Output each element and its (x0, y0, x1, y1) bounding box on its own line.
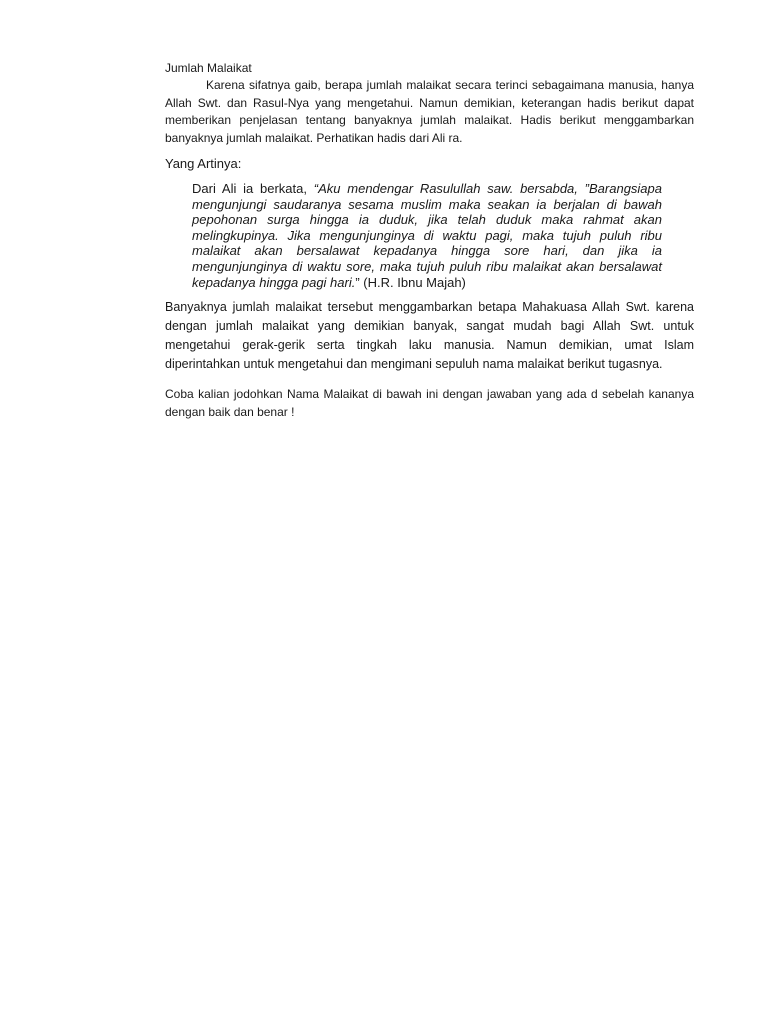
explanation-paragraph: Banyaknya jumlah malaikat tersebut menggambarkan betapa Mahakuasa Allah Swt. karena dengan jumlah malaikat yang demikian banyak, sangat mudah bagi Allah Swt. untuk mengetahui gerak-gerik serta tingkah laku manusia. Namun demikian, umat Islam diperintahkan untuk mengetahui dan mengimani sepuluh nama malaikat berikut tugasnya. (165, 300, 694, 372)
intro-paragraph: Karena sifatnya gaib, berapa jumlah malaikat secara terinci sebagaimana manusia, hanya Allah Swt. dan Rasul-Nya yang mengetahui. Namun demikian, keterangan hadis berikut dapat memberikan penjelasan tentang banyaknya jumlah malaikat. Hadis berikut menggambarkan banyaknya jumlah malaikat. Perhatikan hadis dari Ali ra. (165, 78, 694, 145)
hadith-source: ” (H.R. Ibnu Majah) (355, 274, 466, 290)
hadith-quote (192, 181, 662, 290)
artinya-label: Yang Artinya: (165, 156, 242, 171)
instruction-paragraph: Coba kalian jodohkan Nama Malaikat di bawah ini dengan jawaban yang ada d sebelah kananya dengan baik dan benar ! (165, 387, 694, 419)
section-heading: Jumlah Malaikat (165, 61, 252, 75)
hadith-lead: Dari Ali ia berkata, (192, 181, 314, 196)
document-page (165, 60, 694, 421)
hadith-text: “Aku mendengar Rasulullah saw. bersabda, ”Barangsiapa mengunjungi saudaranya sesama muslim maka seakan ia berjalan di bawah pepohonan surga hingga ia duduk, jika telah duduk maka rahmat akan melingkupinya. Jika mengunjunginya di waktu pagi, maka tujuh puluh ribu malaikat akan bersalawat kepadanya hingga sore hari, dan jika ia mengunjunginya di waktu sore, maka tujuh puluh ribu malaikat akan bersalawat kepadanya hingga pagi hari. (192, 181, 663, 290)
